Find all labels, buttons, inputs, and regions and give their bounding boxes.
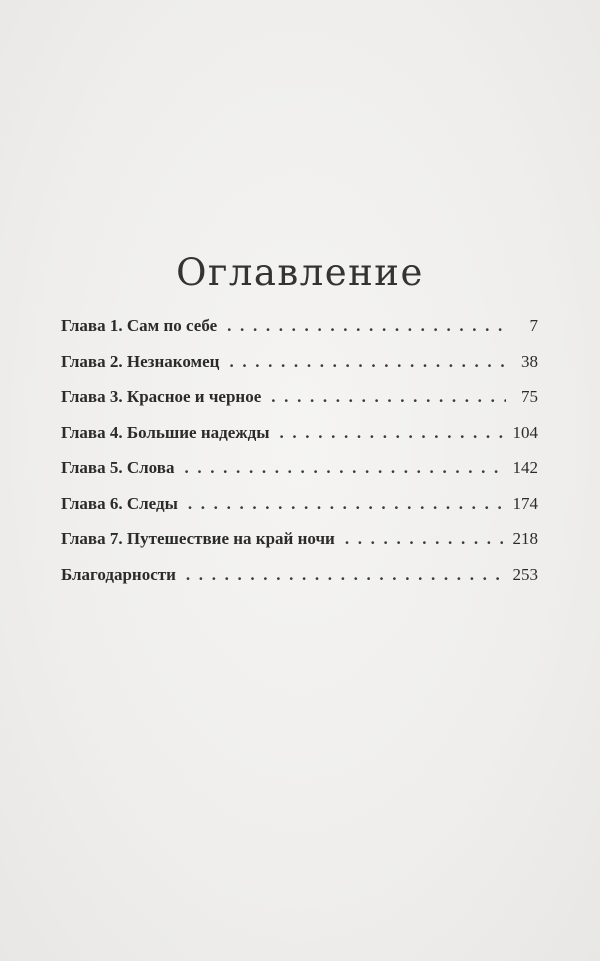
toc-entry-title: Благодарности (61, 564, 176, 584)
toc-entry (61, 316, 538, 352)
toc-entry (61, 529, 538, 565)
toc-entry-title: Глава 3. Красное и черное (61, 387, 262, 406)
toc-entry-title: Глава 2. Незнакомец (61, 351, 220, 371)
toc-entry-title: Глава 4. Большие надежды (61, 422, 270, 442)
page-title: Оглавление (176, 250, 424, 294)
toc-dot-leader (345, 529, 503, 549)
toc-entry-title: Глава 7. Путешествие на край ночи (61, 529, 335, 548)
table-of-contents (61, 316, 538, 600)
toc-page-number: 38 (521, 351, 538, 371)
toc-entry (61, 458, 538, 494)
toc-entry-title: Глава 5. Слова (61, 458, 175, 477)
toc-page-number: 253 (512, 564, 538, 584)
toc-page-number: 7 (529, 316, 538, 335)
toc-dot-leader (184, 458, 502, 478)
toc-entry-title: Глава 6. Следы (61, 493, 178, 513)
toc-entry (61, 565, 538, 601)
toc-page-number: 142 (512, 458, 538, 477)
toc-page-number: 218 (512, 529, 538, 548)
toc-dot-leader (188, 494, 503, 514)
toc-entry (61, 494, 538, 530)
toc-dot-leader (229, 352, 506, 372)
toc-entry-title: Глава 1. Сам по себе (61, 316, 218, 335)
toc-page-number: 104 (512, 422, 538, 442)
toc-entry (61, 352, 538, 388)
toc-dot-leader (186, 565, 503, 585)
toc-dot-leader (271, 387, 506, 407)
toc-page-number: 75 (521, 387, 538, 406)
toc-entry (61, 387, 538, 423)
toc-page-number: 174 (512, 493, 538, 513)
toc-entry (61, 423, 538, 459)
toc-dot-leader (227, 316, 506, 336)
toc-dot-leader (280, 423, 503, 443)
